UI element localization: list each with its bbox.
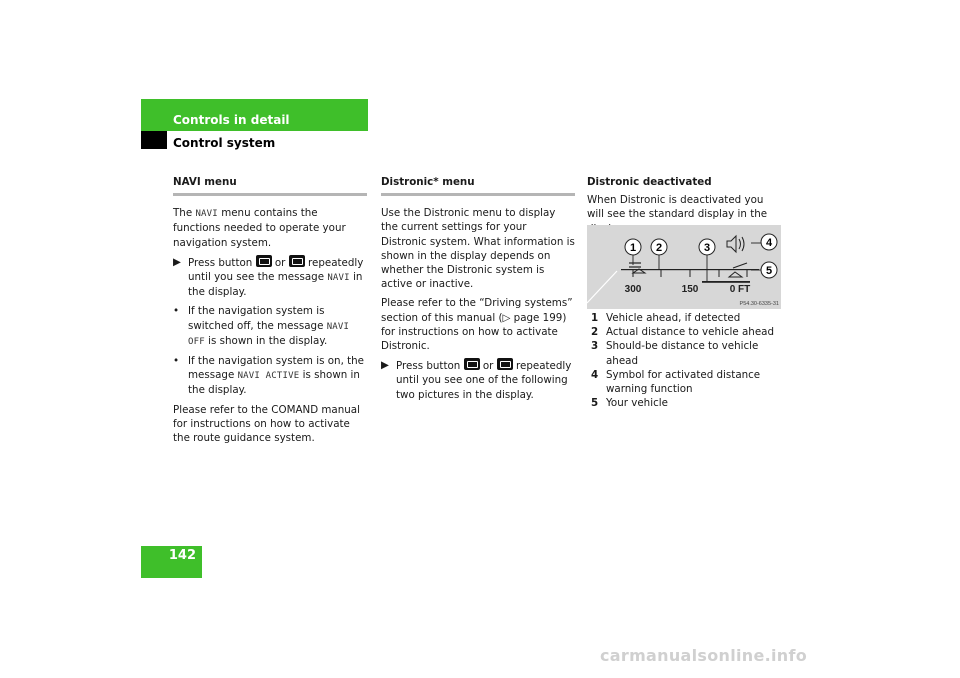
navi-heading: NAVI menu	[173, 175, 367, 196]
callout-5	[761, 262, 777, 278]
distronic-p1: Use the Distronic menu to display the current settings for your Distronic system. What information is shown in the display depends on whether the Distronic system is active or inactive.	[381, 207, 575, 291]
distronic-p2: Please refer to the “Driving systems” section of this manual (▷ page 199) for instructions on how to activate Distronic.	[381, 297, 573, 353]
navi-section	[173, 175, 367, 450]
display-button-icon	[464, 358, 480, 370]
display-button-icon	[289, 255, 305, 267]
deactivated-heading: Distronic deactivated	[587, 176, 712, 188]
deactivated-intro: When Distronic is deactivated you will see the standard display in the	[587, 194, 768, 221]
navi-intro: The NAVI menu contains the functions needed to operate your navigation system.	[173, 207, 346, 249]
legend-item: 4 Symbol for activated distance warning function	[591, 368, 761, 396]
svg-text:1: 1	[629, 242, 637, 254]
triangle-right-icon: ▶	[381, 359, 389, 372]
navi-outro: Please refer to the COMAND manual for instructions on how to activate the route guidance system.	[173, 403, 360, 445]
svg-text:4: 4	[765, 237, 773, 249]
legend-item: 5 Your vehicle	[591, 397, 668, 410]
scale-label-0ft: 0 FT	[729, 284, 751, 295]
watermark: carmanualsonline.info	[600, 646, 808, 665]
distronic-section	[381, 175, 575, 407]
figure-legend	[591, 311, 783, 410]
page-number: 142	[168, 548, 196, 563]
svg-text:3: 3	[703, 242, 711, 254]
legend-item: 1 Vehicle ahead, if detected	[591, 312, 741, 324]
navi-step: ▶ Press button or repeatedly until you see the message NAVI in the display.	[173, 255, 364, 299]
legend-item: 3 Should-be distance to vehicle ahead	[591, 340, 759, 367]
bullet-icon: •	[173, 355, 180, 368]
bullet-icon: •	[173, 305, 180, 318]
navi-bullet-off: • If the navigation system is switched off, the message NAVI OFF is shown in the display.	[173, 305, 350, 347]
scale-label-300: 300	[624, 284, 642, 295]
display-button-icon	[256, 255, 272, 267]
svg-text:2: 2	[655, 242, 663, 254]
callout-4	[761, 234, 777, 250]
subsection-title: Control system	[173, 136, 276, 150]
scale-label-150: 150	[681, 284, 699, 295]
page-ref-arrow-icon: ▷	[502, 311, 511, 324]
figure-ref: P54.30-6335-31	[739, 301, 779, 307]
callout-3	[699, 239, 715, 255]
distronic-step: ▶ Press button or repeatedly until you see one of the following two pictures in the display.	[381, 359, 572, 401]
callout-1	[625, 239, 641, 255]
display-button-icon	[497, 358, 513, 370]
distronic-display-figure	[587, 225, 781, 309]
distronic-heading: Distronic* menu	[381, 175, 575, 196]
navi-bullet-on: • If the navigation system is on, the message NAVI ACTIVE is shown in the display.	[173, 355, 365, 397]
legend-item: 2 Actual distance to vehicle ahead	[591, 326, 775, 339]
section-title: Controls in detail	[173, 113, 290, 127]
svg-text:5: 5	[765, 265, 773, 277]
header-black-tab	[141, 131, 167, 149]
callout-2	[651, 239, 667, 255]
triangle-right-icon: ▶	[173, 255, 181, 268]
